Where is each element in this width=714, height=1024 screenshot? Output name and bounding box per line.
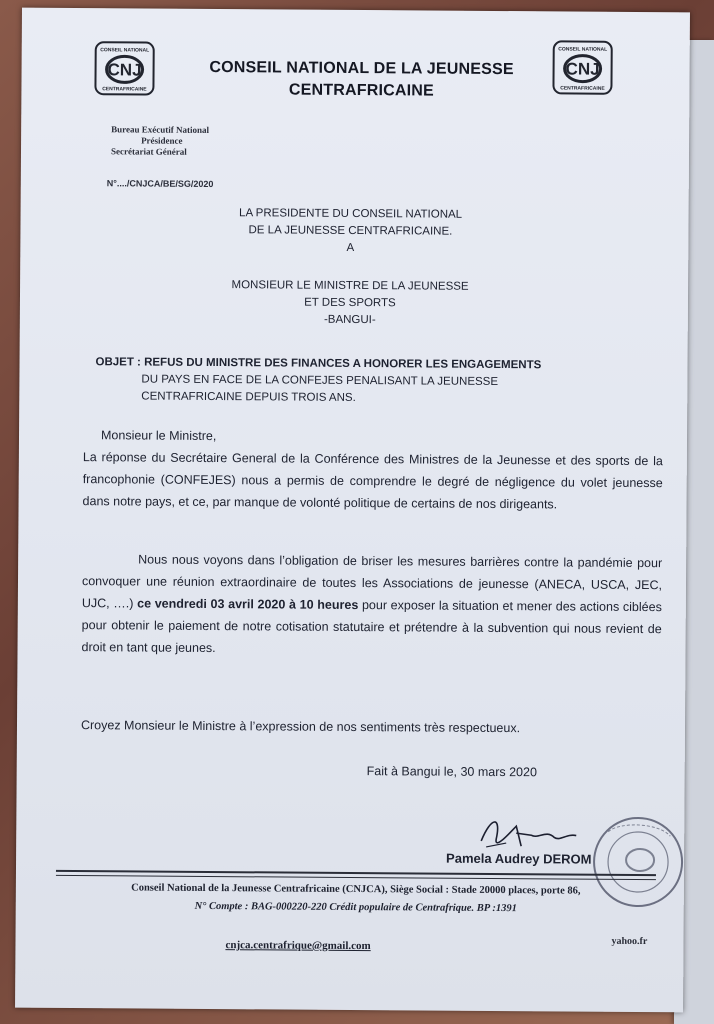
- cnj-logo-left-graphic: [93, 40, 155, 96]
- cnj-logo-left: [93, 40, 155, 96]
- letter-page: [15, 8, 690, 1013]
- subject-block: [95, 354, 655, 409]
- bureau-block: [111, 124, 209, 158]
- signatory-name: Pamela Audrey DEROM: [446, 850, 592, 867]
- logo-caption-bottom: CENTRAFRICAINE: [102, 86, 147, 93]
- footer-yahoo: yahoo.fr: [611, 935, 648, 948]
- paragraph-2: [81, 548, 662, 662]
- paragraph-2-b: pour exposer la situation et mener des actions ciblées pour obtenir le paiement de notre cotisation statutaire et prétendre à la subvention qui nous revient de droit en tant que jeunes.: [81, 598, 662, 656]
- recipient-block: [150, 277, 550, 331]
- org-title-line1: CONSEIL NATIONAL DE LA JEUNESSE: [209, 58, 514, 79]
- sender-line2: DE LA JEUNESSE CENTRAFRICAINE.: [248, 224, 453, 238]
- bureau-line2: Présidence: [141, 135, 183, 146]
- org-title-line2: CENTRAFRICAINE: [288, 81, 435, 100]
- subject-line1: : REFUS DU MINISTRE DES FINANCES A HONORER LES ENGAGEMENTS: [137, 356, 542, 372]
- cnj-logo-right-graphic: [551, 39, 613, 95]
- footer-rule-thin: [56, 875, 656, 880]
- paragraph-1: La réponse du Secrétaire General de la Conférence des Ministres de la Jeunesse et des sports de la francophonie (CONFEJES) nous a permis de comprendre le degré de négligence du volet jeunesse dans notre pays, et ce, par manque de volonté politique de certains de nos dirigeants.: [82, 450, 663, 512]
- footer-email: cnjca.centrafrique@gmail.com: [225, 939, 371, 953]
- logo-caption-top: CONSEIL NATIONAL: [100, 47, 150, 54]
- sender-to: A: [346, 241, 355, 254]
- recipient-line2: ET DES SPORTS: [304, 296, 396, 310]
- logo-caption-bottom: CENTRAFRICAINE: [560, 85, 605, 92]
- bureau-line3: Secrétariat Général: [110, 146, 187, 157]
- recipient-line1: MONSIEUR LE MINISTRE DE LA JEUNESSE: [231, 279, 469, 293]
- sender-block: [150, 205, 550, 259]
- logo-text: CNJ: [107, 60, 142, 80]
- sender-line1: LA PRESIDENTE DU CONSEIL NATIONAL: [239, 207, 463, 221]
- organization-title: [171, 57, 551, 104]
- logo-text: CNJ: [565, 59, 600, 79]
- bureau-line1: Bureau Exécutif National: [111, 124, 210, 135]
- footer-address: Conseil National de la Jeunesse Centrafricaine (CNJCA), Siège Social : Stade 20000 places, porte 86,: [131, 882, 581, 897]
- cnj-logo-right: [551, 39, 613, 95]
- place-date: Fait à Bangui le, 30 mars 2020: [366, 764, 537, 780]
- salutation: Monsieur le Ministre,: [100, 428, 217, 444]
- footer-account: N° Compte : BAG-000220-220 Crédit populaire de Centrafrique. BP :1391: [194, 900, 517, 915]
- closing-line: Croyez Monsieur le Ministre à l’expression de nos sentiments très respectueux.: [80, 718, 521, 736]
- subject-line3: CENTRAFRICAINE DEPUIS TROIS ANS.: [141, 390, 356, 405]
- subject-line2: DU PAYS EN FACE DE LA CONFEJES PENALISANT LA JEUNESSE: [141, 373, 499, 389]
- recipient-line3: -BANGUI-: [323, 313, 376, 327]
- paragraph-2-a: Nous nous voyons dans l’obligation de briser les mesures barrières contre la pandémie pour convoquer une réunion extraordinaire de toutes les Associations de jeunesse (ANECA, USCA, JEC, UJC, ….): [81, 552, 663, 611]
- logo-caption-top: CONSEIL NATIONAL: [558, 46, 608, 53]
- subject-label: OBJET: [95, 356, 134, 369]
- paragraph-2-highlight: ce vendredi 03 avril 2020 à 10 heures: [137, 596, 359, 613]
- reference-number: N°..../CNJCA/BE/SG/2020: [106, 178, 214, 190]
